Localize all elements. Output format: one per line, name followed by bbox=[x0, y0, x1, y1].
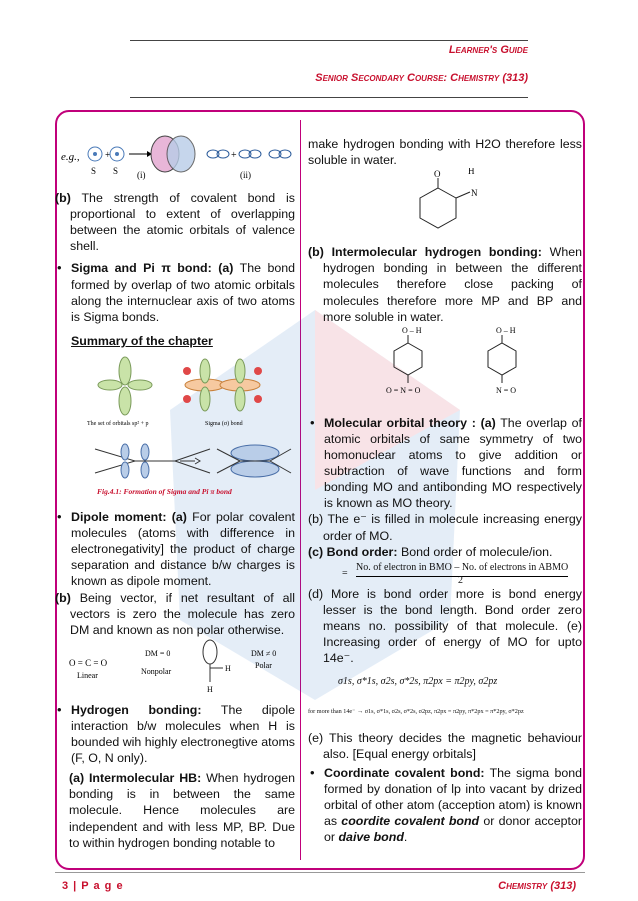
nitro-o: O bbox=[434, 169, 441, 180]
sigma-a: (a) bbox=[218, 261, 234, 276]
bo-text: Bond order of molecule/ion. bbox=[400, 544, 553, 559]
header-rule-top bbox=[130, 40, 528, 41]
label-ii: (ii) bbox=[240, 170, 251, 180]
dm-h2: H bbox=[207, 684, 213, 694]
sigma-text: The bond formed by overlap of two atomic orbitals along the internuclear axis of two atoms is Sigma bonds. bbox=[71, 261, 296, 324]
continuation-paragraph: make hydrogen bonding with H2O therefore less soluble in water. bbox=[308, 137, 582, 168]
footer-subject: Chemistry (313) bbox=[498, 880, 576, 892]
dm-zero: DM = 0 bbox=[145, 648, 171, 658]
mo-filling: (b) The e⁻ is filled in molecule increasing energy order of MO. bbox=[308, 512, 582, 543]
intramolecular-paragraph bbox=[55, 770, 295, 850]
left-column bbox=[55, 130, 295, 851]
nitro-h: H bbox=[468, 168, 475, 177]
mo-theory-bullet bbox=[308, 415, 582, 512]
summary-heading: Summary of the chapter bbox=[71, 333, 213, 348]
sigma-pi-bullet bbox=[55, 260, 295, 324]
dm-linear-formula: O = C = O bbox=[69, 657, 108, 668]
chem-no-2: N = O bbox=[496, 385, 517, 395]
chem-oh-1: O – H bbox=[402, 325, 422, 335]
orbital-overlap-figure bbox=[55, 130, 295, 182]
header-rule-bottom bbox=[130, 97, 528, 98]
b-text: The strength of covalent bond is proportional to extent of overlapping between the atomic orbitals of valence shell. bbox=[70, 191, 295, 254]
intra-label: (a) Intermolecular HB: bbox=[69, 771, 202, 786]
dm-h1: H bbox=[225, 663, 231, 673]
nitro-n: N bbox=[471, 188, 478, 199]
fig-label-2: Sigma (σ) bond bbox=[205, 420, 243, 427]
header-course: Senior Secondary Course: Chemistry (313) bbox=[315, 72, 528, 84]
page-number: 3 | P a g e bbox=[62, 880, 124, 892]
intermolecular-paragraph bbox=[308, 244, 582, 324]
coord-label: Coordinate covalent bond: bbox=[324, 765, 485, 780]
hb-label: Hydrogen bonding: bbox=[71, 702, 202, 717]
label-i: (i) bbox=[137, 170, 146, 180]
dipole-b-text: Being vector, if net resultant of all vectors is zero the molecule has zero DM and known as non polar otherwise. bbox=[70, 590, 295, 637]
dm-nonpolar: Nonpolar bbox=[141, 666, 172, 676]
dipole-b-label: (b) bbox=[55, 590, 71, 605]
bond-order-paragraph bbox=[308, 544, 582, 560]
mo-order-2: for more than 14e⁻ → σ1s, σ*1s, σ2s, σ*2s, σ2pz, π2px = π2py, π*2px = π*2py, σ*2pz bbox=[308, 708, 524, 716]
orbital-s2-label: S bbox=[113, 166, 119, 176]
sigma-label: Sigma and Pi π bond: bbox=[71, 261, 212, 276]
dipole-b-paragraph bbox=[55, 590, 295, 638]
dm-linear: Linear bbox=[77, 670, 98, 680]
dipole-figure bbox=[55, 638, 295, 696]
para-nitrophenol-figure bbox=[308, 325, 582, 405]
coordinate-bullet: • Coordinate covalent bond: The sigma bond formed by donation of lp into vacant by drized orbital of other atom (acception atom) is known as coordite covalent bond or donor acceptor or daive bond. bbox=[308, 765, 582, 845]
coord-or: or donor acceptor or bbox=[324, 813, 582, 844]
svg-text:+: + bbox=[231, 150, 237, 161]
sigma-pi-figure bbox=[55, 349, 295, 499]
bo-numerator: No. of electron in BMO – No. of electrons in ABMO bbox=[356, 560, 568, 577]
footer-rule bbox=[55, 872, 585, 873]
dm-polar: Polar bbox=[255, 660, 272, 670]
bo-denominator: 2 bbox=[458, 574, 463, 586]
bond-order-formula: = No. of electron in BMO – No. of electrons in ABMO 2 bbox=[308, 560, 582, 586]
dipole-bullet bbox=[55, 509, 295, 589]
strength-paragraph bbox=[55, 190, 295, 254]
right-column bbox=[308, 136, 582, 845]
chem-oh-2: O – H bbox=[496, 325, 516, 335]
coord-term-1: coordite covalent bond bbox=[341, 813, 480, 828]
hydrogen-bonding-bullet bbox=[55, 702, 295, 766]
figure-caption: Fig.4.1: Formation of Sigma and Pi π bond bbox=[97, 486, 232, 496]
mot-label: Molecular orbital theory : (a) bbox=[324, 415, 496, 430]
b-label: (b) bbox=[55, 191, 71, 206]
bo-label: (c) Bond order: bbox=[308, 544, 398, 559]
chem-no-1: O = N = O bbox=[386, 385, 421, 395]
mo-order-1: σ1s, σ*1s, σ2s, σ*2s, π2px = π2py, σ2pz bbox=[338, 676, 498, 688]
fig-label-1: The set of orbitals sp² + p bbox=[87, 420, 149, 427]
hb-text: The dipole interaction b/w molecules when H is bounded wih highly electronegtive atoms (F, O, N only). bbox=[71, 702, 295, 766]
nitrophenol-figure bbox=[308, 168, 582, 234]
coord-term-2: daive bond bbox=[338, 829, 404, 844]
eg-label: e.g., bbox=[61, 151, 80, 163]
mot-text: The overlap of atomic orbitals of same symmetry of two homonuclear atoms to give addition or subtraction of wave functions and form bonding MO and antibonding MO respectively is known as MO theory. bbox=[324, 415, 583, 511]
dipole-text: For polar covalent molecules (atoms with difference in electronegativity] the product of charge separation and distance b/w charges is known as dipole moment. bbox=[71, 510, 295, 589]
orbital-s1-label: S bbox=[91, 166, 97, 176]
bond-order-d-paragraph: (d) More is bond order more is bond energy lesser is the bond length. Bond order zero means no. possibility of that molecule. (e) Increasing order of energy of MO for upto 14e⁻. bbox=[308, 586, 582, 666]
dipole-label: Dipole moment: (a) bbox=[71, 510, 187, 525]
header-guide: Learner's Guide bbox=[448, 44, 528, 56]
svg-text:+: + bbox=[105, 150, 111, 161]
inter-label: (b) Intermolecular hydrogen bonding: bbox=[308, 245, 542, 260]
intra-text: When hydrogen bonding is in between the same molecule. Hence molecules are independent and with less MP, BP. Due to within hydrogen bonding notable to bbox=[69, 771, 295, 850]
inter-text: When hydrogen bonding in between the different molecules therefore close packing of molecules therefore more MP and BP and more soluble in water. bbox=[323, 245, 582, 324]
magnetic-paragraph: (e) This theory decides the magnetic behaviour also. [Equal energy orbitals] bbox=[308, 731, 582, 762]
coord-text-1: The sigma bond formed by donation of lp into vacant by drized orbital of other atom (acception atom) is known as bbox=[324, 765, 583, 828]
dm-nonzero: DM ≠ 0 bbox=[251, 648, 277, 658]
